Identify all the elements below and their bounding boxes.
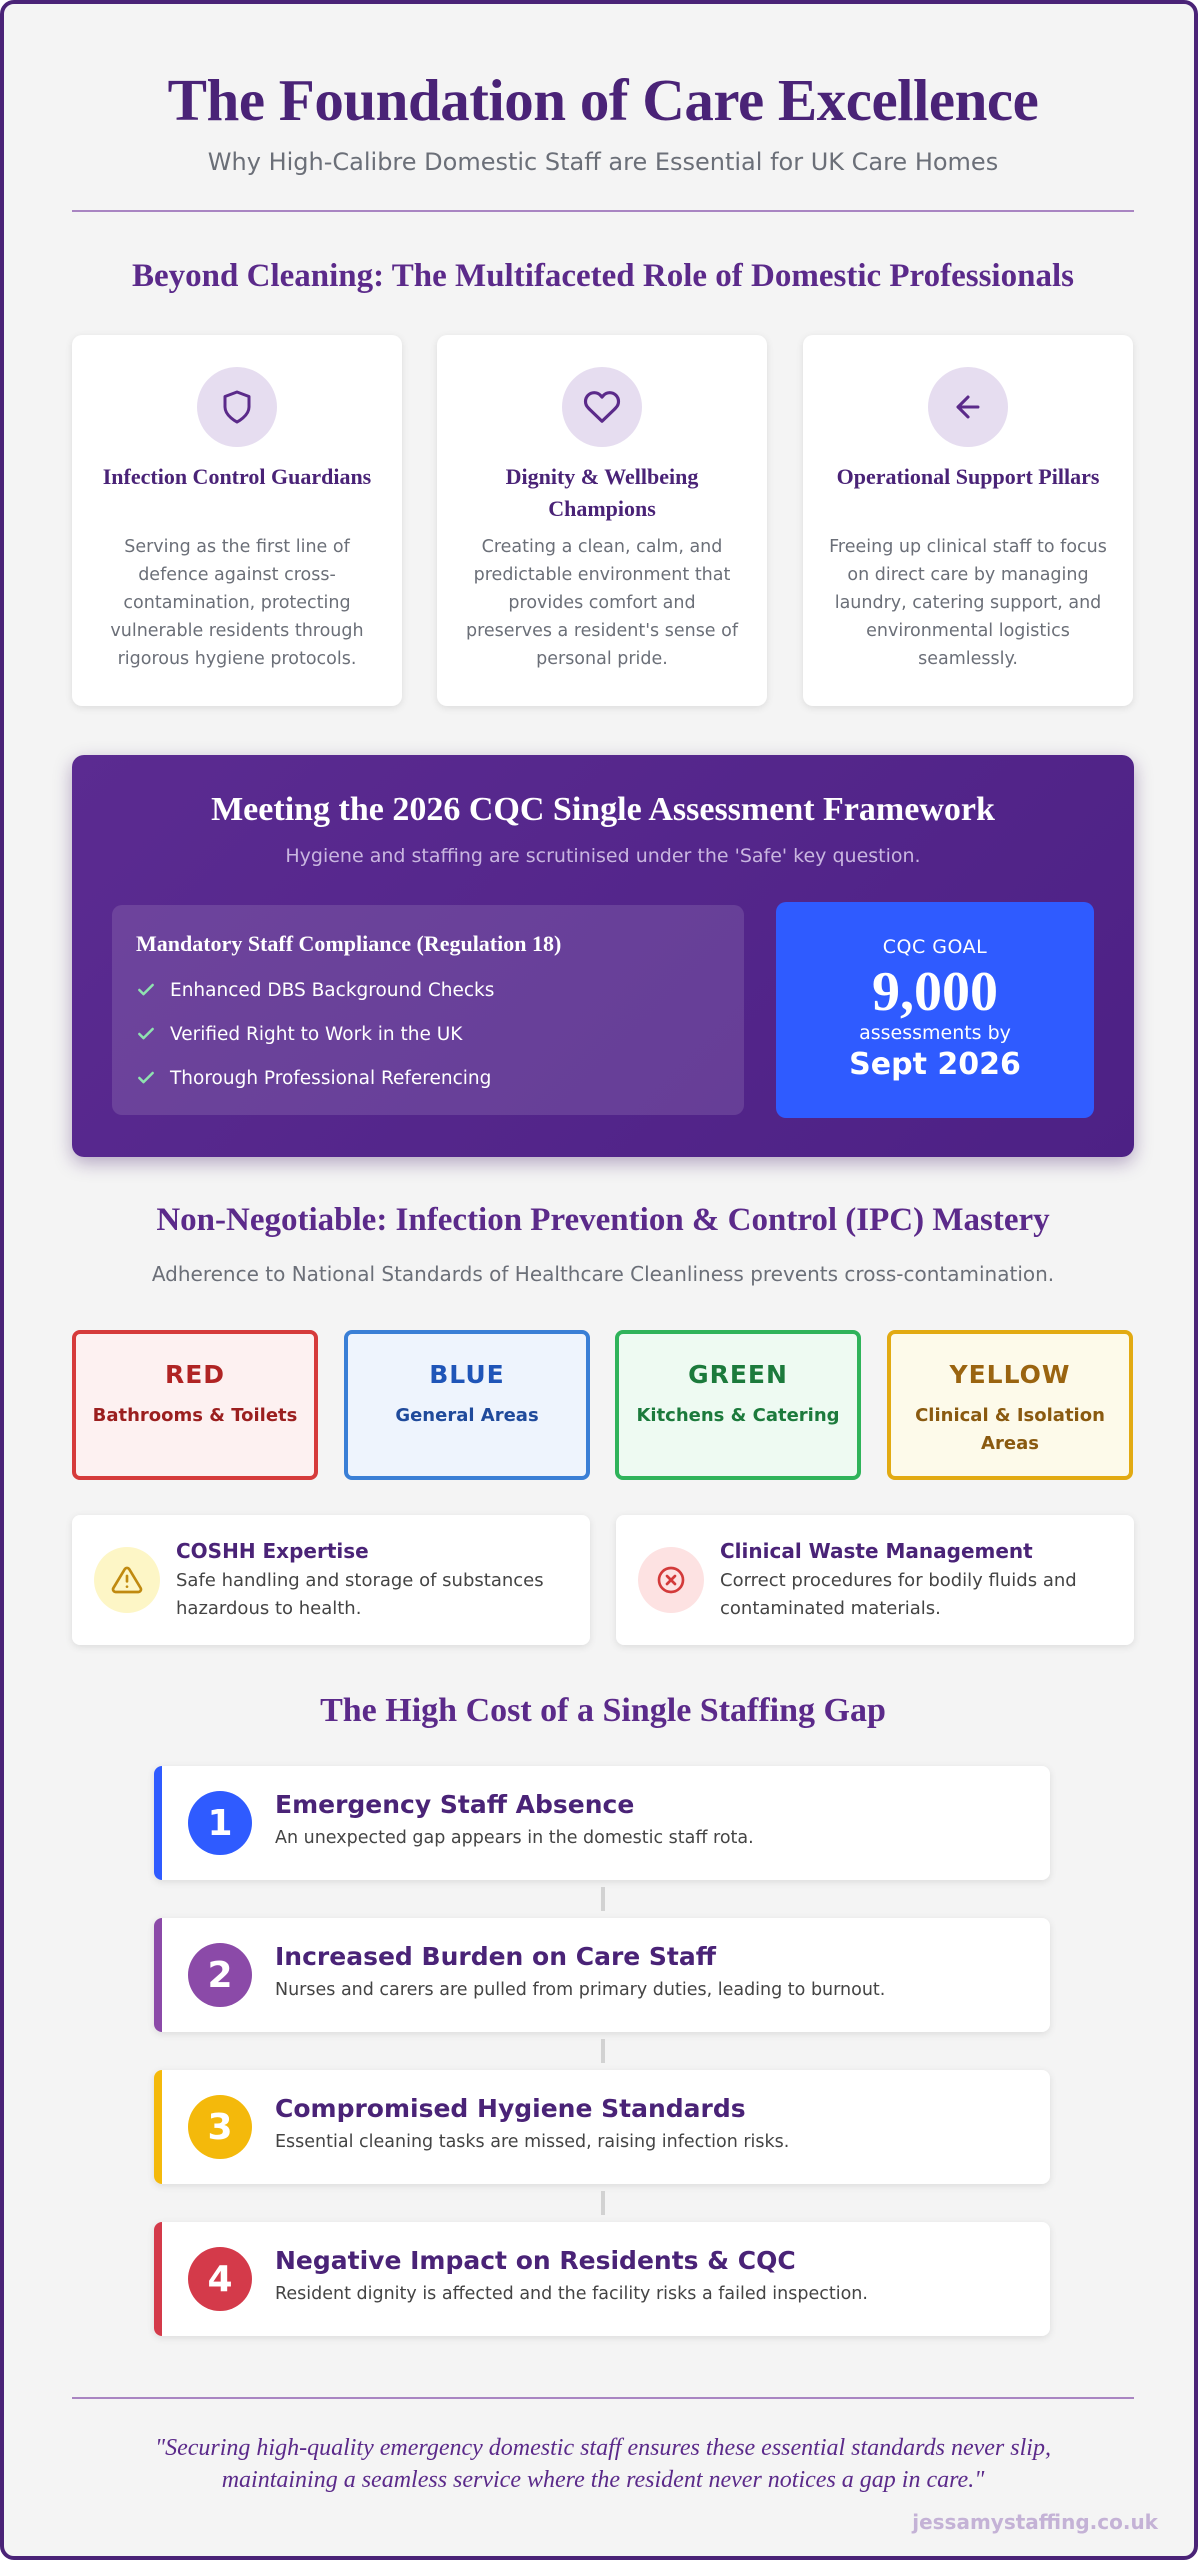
goal-by-text: assessments by <box>859 1022 1011 1044</box>
role-card-title: Infection Control Guardians <box>102 464 372 489</box>
info-title: COSHH Expertise <box>176 1539 369 1563</box>
check-icon <box>136 980 156 1000</box>
footer-website-link[interactable]: jessamystaffing.co.uk <box>912 2510 1158 2534</box>
role-card-title: Dignity & Wellbeing Champions <box>505 464 699 521</box>
step-connector <box>601 2191 605 2215</box>
role-card-body: Creating a clean, calm, and predictable environment that provides comfort and preserves a resident's sense of personal pride. <box>465 537 739 669</box>
cqc-framework-panel <box>72 755 1134 1157</box>
check-item-label: Verified Right to Work in the UK <box>170 1023 463 1045</box>
info-card-clinical-waste <box>616 1515 1134 1645</box>
step-number: 4 <box>188 2247 252 2311</box>
goal-number: 9,000 <box>872 961 998 1023</box>
info-body: Safe handling and storage of substances hazardous to health. <box>176 1570 544 1619</box>
roles-heading: Beyond Cleaning: The Multifaceted Role of Domestic Professionals <box>132 258 1074 294</box>
info-card-coshh <box>72 1515 590 1645</box>
role-card-operational <box>803 335 1133 706</box>
gap-step-2 <box>154 1918 1050 2032</box>
cross-circle-icon <box>638 1547 704 1613</box>
step-number: 1 <box>188 1791 252 1855</box>
gap-heading: The High Cost of a Single Staffing Gap <box>320 1692 886 1729</box>
check-icon <box>136 1024 156 1044</box>
step-title: Increased Burden on Care Staff <box>275 1942 717 1971</box>
step-body: Resident dignity is affected and the facility risks a failed inspection. <box>275 2284 868 2304</box>
step-accent-bar <box>154 1918 162 2032</box>
shield-icon <box>197 367 277 447</box>
role-card-infection-control <box>72 335 402 706</box>
cqc-title: Meeting the 2026 CQC Single Assessment Framework <box>211 791 995 828</box>
colour-code-blue <box>344 1330 590 1480</box>
role-card-body: Freeing up clinical staff to focus on direct care by managing laundry, catering support, and environmental logistics seamlessly. <box>829 537 1107 669</box>
step-accent-bar <box>154 1766 162 1880</box>
check-item <box>136 1063 491 1093</box>
step-title: Negative Impact on Residents & CQC <box>275 2246 796 2275</box>
goal-date: Sept 2026 <box>849 1047 1021 1082</box>
step-connector <box>601 1887 605 1911</box>
info-body: Correct procedures for bodily fluids and contaminated materials. <box>720 1570 1077 1619</box>
step-title: Compromised Hygiene Standards <box>275 2094 746 2123</box>
colour-code-name: GREEN <box>688 1360 788 1389</box>
colour-code-yellow <box>887 1330 1133 1480</box>
check-item-label: Enhanced DBS Background Checks <box>170 979 495 1001</box>
check-icon <box>136 1068 156 1088</box>
step-connector <box>601 2039 605 2063</box>
colour-code-green <box>615 1330 861 1480</box>
cqc-subtitle: Hygiene and staffing are scrutinised under the 'Safe' key question. <box>285 845 921 867</box>
step-number: 2 <box>188 1943 252 2007</box>
cqc-goal-box <box>776 902 1094 1118</box>
info-title: Clinical Waste Management <box>720 1539 1033 1563</box>
colour-code-name: RED <box>164 1360 226 1389</box>
gap-step-4 <box>154 2222 1050 2336</box>
page-title: The Foundation of Care Excellence <box>167 67 1039 133</box>
role-card-title: Operational Support Pillars <box>836 464 1100 489</box>
colour-code-name: BLUE <box>429 1360 505 1389</box>
closing-quote: "Securing high-quality emergency domestic staff ensures these essential standards never slip, maintaining a seamless service where the resident never notices a gap in care." <box>155 2435 1051 2493</box>
arrow-left-icon <box>928 367 1008 447</box>
colour-code-desc: Clinical & Isolation Areas <box>915 1405 1105 1454</box>
gap-step-1 <box>154 1766 1050 1880</box>
page-subtitle: Why High-Calibre Domestic Staff are Essential for UK Care Homes <box>207 148 999 176</box>
goal-label: CQC GOAL <box>882 936 988 958</box>
footer-divider <box>72 2397 1134 2399</box>
colour-code-desc: Bathrooms & Toilets <box>92 1405 298 1426</box>
step-body: An unexpected gap appears in the domestic staff rota. <box>275 1828 754 1848</box>
gap-step-3 <box>154 2070 1050 2184</box>
step-title: Emergency Staff Absence <box>275 1790 635 1819</box>
role-card-body: Serving as the first line of defence against cross-contamination, protecting vulnerable residents through rigorous hygiene protocols. <box>110 537 364 669</box>
colour-code-name: YELLOW <box>949 1360 1071 1389</box>
header-divider <box>72 210 1134 212</box>
ipc-heading: Non-Negotiable: Infection Prevention & Control (IPC) Mastery <box>156 1202 1050 1238</box>
colour-code-desc: General Areas <box>395 1405 539 1426</box>
role-card-dignity <box>437 335 767 706</box>
step-body: Essential cleaning tasks are missed, raising infection risks. <box>275 2132 790 2152</box>
ipc-subtitle: Adherence to National Standards of Healthcare Cleanliness prevents cross-contamination. <box>151 1262 1055 1286</box>
check-item-label: Thorough Professional Referencing <box>170 1067 492 1089</box>
step-number: 3 <box>188 2095 252 2159</box>
step-accent-bar <box>154 2070 162 2184</box>
check-item <box>136 975 494 1005</box>
check-item <box>136 1019 462 1049</box>
colour-code-red <box>72 1330 318 1480</box>
heart-icon <box>562 367 642 447</box>
warning-icon <box>94 1547 160 1613</box>
step-accent-bar <box>154 2222 162 2336</box>
step-body: Nurses and carers are pulled from primary duties, leading to burnout. <box>275 1980 886 2000</box>
compliance-box <box>112 905 744 1115</box>
compliance-title: Mandatory Staff Compliance (Regulation 18) <box>136 931 562 956</box>
colour-code-desc: Kitchens & Catering <box>636 1405 840 1426</box>
